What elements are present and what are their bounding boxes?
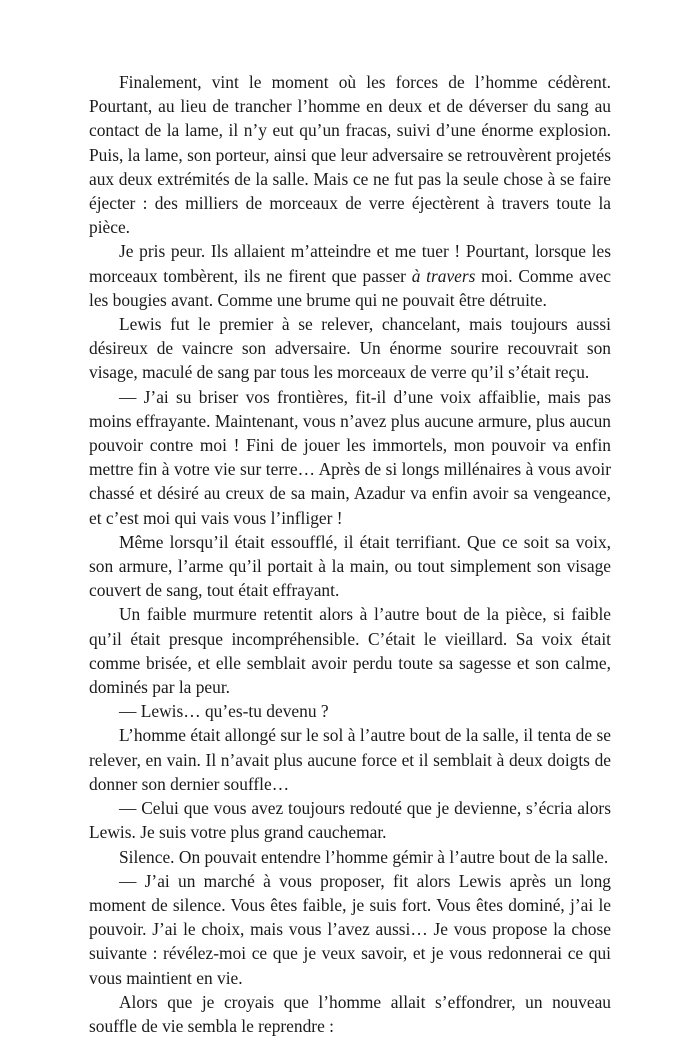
paragraph-7: — Lewis… qu’es-tu devenu ? [119, 701, 329, 722]
paragraph-1: Finalement, vint le moment où les forces de l’homme cédèrent. Pourtant, au lieu de trancher l’homme en deux et de déverser du sang au contact de la lame, il n’y eut qu’un fracas, suivi d’une énorme explosion. Puis, la lame, son porteur, ainsi que leur adversaire se retrouvèrent projetés aux deux extrémités de la salle. Mais ce ne fut pas la seule chose à se faire éjecter : des milliers de morceaux de verre éjectèrent à travers toute la pièce. [89, 72, 611, 238]
paragraph-5: Même lorsqu’il était essoufflé, il était terrifiant. Que ce soit sa voix, son armure, l’arme qu’il portait à la main, ou tout simplement son visage couvert de sang, tout était effrayant. [89, 531, 611, 601]
paragraph-2-end: moi. Comme avec les bougies avant. Comme une brume qui ne pouvait être détruite. [89, 265, 611, 310]
paragraph-12: Alors que je croyais que l’homme allait s’effondrer, un nouveau souffle de vie sembla le reprendre : [89, 991, 611, 1036]
paragraph-10: Silence. On pouvait entendre l’homme gémir à l’autre bout de la salle. [119, 846, 609, 867]
book-page [89, 70, 611, 1038]
paragraph-11: — J’ai un marché à vous proposer, fit alors Lewis après un long moment de silence. Vous êtes faible, je suis fort. Vous êtes dominé, j’ai le pouvoir. J’ai le choix, mais vous l’avez aussi… Je vous propose la chose suivante : révélez-moi ce que je veux savoir, et je vous redonnerai ce qui vous maintient en vie. [89, 870, 611, 988]
paragraph-3: Lewis fut le premier à se relever, chancelant, mais toujours aussi désireux de vaincre son adversaire. Un énorme sourire recouvrait son visage, maculé de sang par tous les morceaux de verre qu’il s’était reçu. [89, 314, 611, 383]
paragraph-4: — J’ai su briser vos frontières, fit-il d’une voix affaiblie, mais pas moins effrayante. Maintenant, vous n’avez plus aucune armure, plus aucun pouvoir contre moi ! Fini de jouer les immortels, mon pouvoir va enfin mettre fin à votre vie sur terre… Après de si longs millénaires à vous avoir chassé et désiré au creux de sa main, Azadur va enfin avoir sa vengeance, et c’est moi qui vais vous l’infliger ! [89, 386, 611, 528]
paragraph-2-emphasis: à travers [411, 265, 476, 286]
paragraph-8: L’homme était allongé sur le sol à l’autre bout de la salle, il tenta de se relever, en vain. Il n’avait plus aucune force et il semblait à deux doigts de donner son dernier souffle… [89, 725, 611, 794]
paragraph-6: Un faible murmure retentit alors à l’autre bout de la pièce, si faible qu’il était presque incompréhensible. C’était le vieillard. Sa voix était comme brisée, et elle semblait avoir perdu toute sa sagesse et son calme, dominés par la peur. [89, 604, 611, 698]
paragraph-2 [89, 239, 611, 312]
paragraph-9: — Celui que vous avez toujours redouté que je devienne, s’écria alors Lewis. Je suis votre plus grand cauchemar. [89, 798, 611, 843]
paragraph-2-start: Je pris peur. Ils allaient m’atteindre et me tuer ! Pourtant, lorsque les morceaux tombèrent, ils ne firent que passer [89, 241, 611, 286]
